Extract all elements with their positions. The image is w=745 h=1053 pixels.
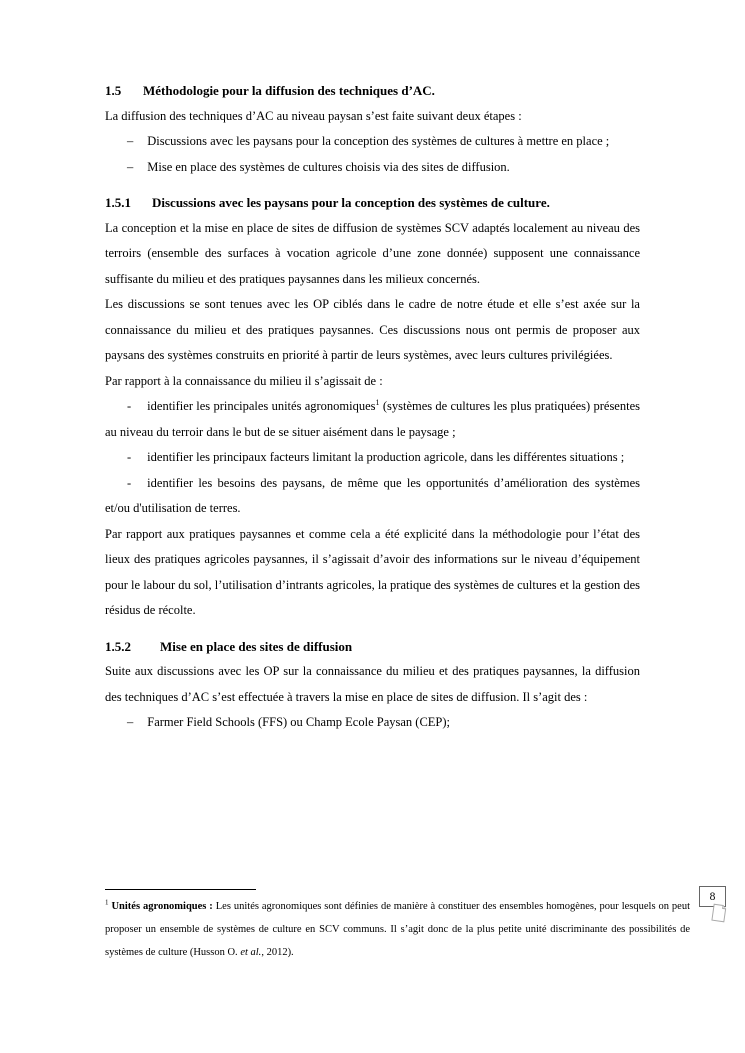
section-title: Méthodologie pour la diffusion des techniques d’AC.	[143, 83, 435, 98]
list-item-text: Discussions avec les paysans pour la conception des systèmes de cultures à mettre en place ;	[147, 134, 610, 148]
list-item	[105, 710, 640, 736]
list-item	[105, 471, 640, 522]
hyphen-bullet: -	[127, 475, 132, 490]
footnote-label: Unités agronomiques :	[108, 901, 213, 912]
list-item-text: Farmer Field Schools (FFS) ou Champ Ecole Paysan (CEP);	[147, 715, 451, 729]
page-content	[105, 78, 640, 736]
section-title: Mise en place des sites de diffusion	[160, 638, 353, 654]
list-item	[105, 155, 640, 181]
intro-paragraph: La diffusion des techniques d’AC au niveau paysan s’est faite suivant deux étapes :	[105, 108, 522, 123]
footnote-separator	[105, 889, 256, 890]
dash-bullet: –	[127, 134, 134, 148]
section-heading-1-5	[105, 78, 640, 104]
footnote-reference: 1	[375, 397, 380, 407]
body-paragraph: La conception et la mise en place de sites de diffusion de systèmes SCV adaptés localement au niveau des terroirs (ensemble des surfaces à vocation agricole d’une zone donnée) supposent une connaissance suffisante du milieu et des pratiques paysannes dans les milieux concernés.	[105, 220, 640, 286]
list-item-text: identifier les principaux facteurs limitant la production agricole, dans les différentes situations ;	[147, 450, 625, 464]
footnote-citation-etal: et al.	[240, 947, 262, 958]
hyphen-bullet: -	[127, 399, 132, 413]
body-paragraph: Suite aux discussions avec les OP sur la connaissance du milieu et des pratiques paysannes, la diffusion des techniques d’AC s’est effectuée à travers la mise en place de sites de diffusion. Il s’agit des :	[105, 664, 640, 704]
dash-bullet: –	[127, 715, 134, 729]
section-number: 1.5.2	[105, 638, 131, 654]
footnote-section	[105, 889, 690, 964]
dash-bullet: –	[127, 159, 134, 174]
section-number: 1.5	[105, 83, 122, 98]
footnote-text: , 2012).	[261, 947, 294, 958]
body-paragraph: Par rapport aux pratiques paysannes et comme cela a été explicité dans la méthodologie pour l’état des lieux des pratiques agricoles paysannes, il s’agissait d’avoir des informations sur le niveau d’équipement pour le labour du sol, l’utilisation d’intrants agricoles, la pratique des systèmes de cultures et la gestion des résidus de récolte.	[105, 526, 640, 617]
section-heading-1-5-2	[105, 634, 640, 660]
list-item	[105, 129, 640, 155]
hyphen-bullet: -	[127, 450, 132, 464]
section-heading-1-5-1	[105, 190, 640, 216]
footnote-number: 1	[105, 898, 109, 907]
body-paragraph: Par rapport à la connaissance du milieu il s’agissait de :	[105, 373, 383, 388]
page-number: 8	[709, 890, 716, 903]
list-item-text: identifier les principales unités agronomiques	[147, 399, 376, 413]
page-curl-icon	[708, 902, 731, 925]
list-item-text: identifier les besoins des paysans, de même que les opportunités d’amélioration des systèmes et/ou d'utilisation de terres.	[105, 475, 640, 515]
footnote-text: Les unités agronomiques sont définies de manière à constituer des ensembles homogènes, pour lesquels on peut proposer un ensemble de systèmes de culture en SCV communs. Il s’agit donc de la plus petite unité discriminante des possibilités de systèmes de culture (Husson O.	[105, 901, 690, 958]
footnote	[105, 895, 690, 964]
body-paragraph: Les discussions se sont tenues avec les OP ciblés dans le cadre de notre étude et elle s’est axée sur la connaissance du milieu et des pratiques paysannes. Ces discussions nous ont permis de proposer aux paysans des systèmes construits en priorité à partir de leurs systèmes, avec leurs cultures privilégiées.	[105, 297, 640, 362]
list-item	[105, 445, 640, 471]
section-number: 1.5.1	[105, 195, 131, 210]
list-item	[105, 394, 640, 445]
list-item-text: (systèmes de cultures les plus pratiquées) présentes au niveau du terroir dans le but de se situer aisément dans le paysage ;	[105, 399, 640, 439]
list-item-text: Mise en place des systèmes de cultures choisis via des sites de diffusion.	[147, 159, 510, 174]
section-title: Discussions avec les paysans pour la conception des systèmes de culture.	[152, 195, 550, 210]
